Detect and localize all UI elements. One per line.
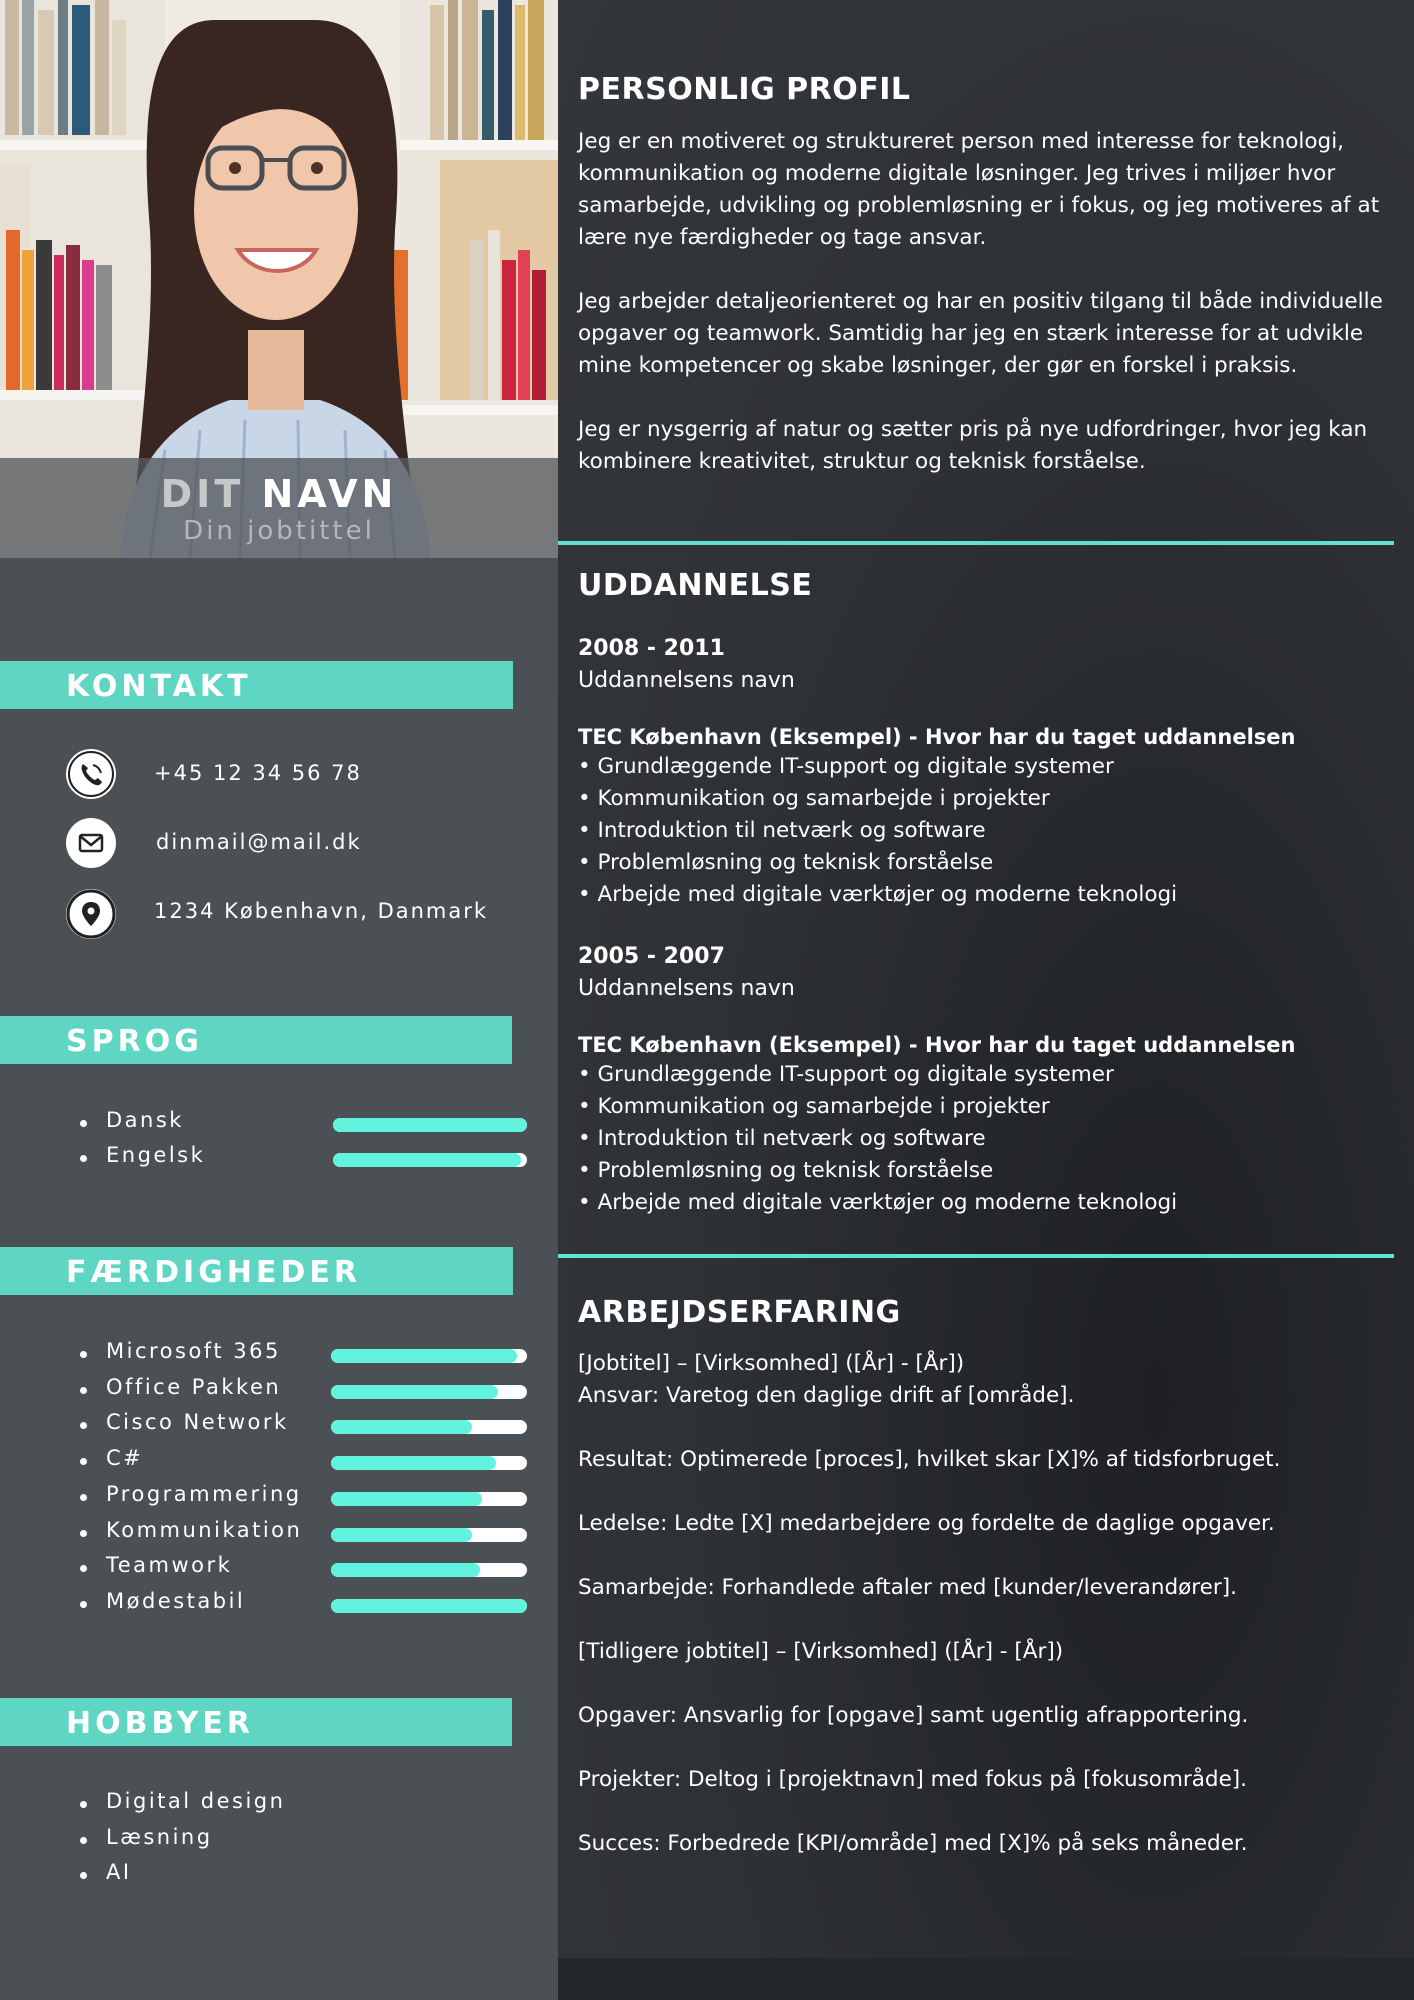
bullet-dot xyxy=(80,1494,87,1501)
skill-level-bar xyxy=(331,1563,527,1577)
skill-label: Programmering xyxy=(106,1481,302,1506)
education-entry xyxy=(578,633,1398,911)
education-name: Uddannelsens navn xyxy=(578,668,795,693)
bullet-dot xyxy=(80,1120,87,1127)
education-bullet: • Arbejde med digitale værktøjer og moderne teknologi xyxy=(578,882,1178,907)
skill-label: Office Pakken xyxy=(106,1374,282,1399)
skill-item xyxy=(80,1589,530,1619)
bullet-dot xyxy=(80,1872,87,1879)
skill-item xyxy=(80,1410,530,1440)
education-bullet: • Kommunikation og samarbejde i projekter xyxy=(578,1094,1050,1119)
bullet-dot xyxy=(80,1387,87,1394)
education-bullet: • Grundlæggende IT-support og digitale systemer xyxy=(578,754,1114,779)
education-name: Uddannelsens navn xyxy=(578,976,795,1001)
spacer xyxy=(578,1604,1398,1636)
map-pin-icon xyxy=(66,889,116,939)
skill-level-fill xyxy=(331,1456,496,1470)
hobby-item xyxy=(80,1860,480,1890)
skill-label: Microsoft 365 xyxy=(106,1339,281,1363)
language-label: Dansk xyxy=(106,1108,184,1132)
experience-line: Projekter: Deltog i [projektnavn] med fokus på [fokusområde]. xyxy=(578,1767,1248,1792)
skills-title: FÆRDIGHEDER xyxy=(66,1255,361,1290)
language-level-fill xyxy=(333,1118,527,1132)
skill-level-bar xyxy=(331,1492,527,1506)
first-name: DIT xyxy=(160,472,245,516)
spacer xyxy=(578,1796,1398,1828)
language-level-bar xyxy=(333,1153,527,1167)
education-bullet: • Grundlæggende IT-support og digitale systemer xyxy=(578,1062,1114,1087)
skill-level-bar xyxy=(331,1599,527,1613)
hobby-item xyxy=(80,1789,480,1819)
education-title: UDDANNELSE xyxy=(578,568,813,603)
education-bullet: • Problemløsning og teknisk forståelse xyxy=(578,850,994,875)
name-band xyxy=(0,458,558,558)
skill-item xyxy=(80,1339,530,1369)
skill-item xyxy=(80,1446,530,1476)
spacer xyxy=(578,1412,1398,1444)
skill-item xyxy=(80,1553,530,1583)
bottom-band xyxy=(558,1958,1414,2000)
bullet-dot xyxy=(80,1155,87,1162)
profile-photo xyxy=(0,0,558,558)
skill-level-bar xyxy=(331,1385,527,1399)
profile-paragraph: Jeg arbejder detaljeorienteret og har en positiv tilgang til både individuelle opgaver og teamwork. Samtidig har jeg en stærk interesse for at udvikle mine kompetencer og skabe løsninger, der gør en forskel i praksis. xyxy=(578,289,1383,378)
bullet-dot xyxy=(80,1458,87,1465)
contact-email xyxy=(66,818,546,872)
skill-level-bar xyxy=(331,1528,527,1542)
profile-paragraph: Jeg er en motiveret og struktureret person med interesse for teknologi, kommunikation og moderne digitale løsninger. Jeg trives i miljøer hvor samarbejde, udvikling og problemløsning er i fokus, og jeg motiveres af at lære nye færdigheder og tage ansvar. xyxy=(578,129,1380,250)
contact-address xyxy=(66,889,546,943)
hobbies-title: HOBBYER xyxy=(66,1706,255,1741)
experience-line: Resultat: Optimerede [proces], hvilket skar [X]% af tidsforbruget. xyxy=(578,1447,1281,1472)
contact-phone xyxy=(66,749,546,803)
language-level-fill xyxy=(333,1153,521,1167)
envelope-icon xyxy=(66,818,116,868)
hobby-label: AI xyxy=(106,1860,132,1884)
skill-level-fill xyxy=(331,1349,517,1363)
skill-label: Kommunikation xyxy=(106,1517,303,1542)
address-text: 1234 København, Danmark xyxy=(154,899,489,923)
skill-label: C# xyxy=(106,1446,144,1471)
bullet-dot xyxy=(80,1601,87,1608)
skill-level-fill xyxy=(331,1599,527,1613)
skill-level-fill xyxy=(331,1385,498,1399)
skill-label: Teamwork xyxy=(106,1553,233,1578)
skill-level-bar xyxy=(331,1456,527,1470)
experience-line: [Jobtitel] – [Virksomhed] ([År] - [År]) xyxy=(578,1351,965,1376)
email-address: dinmail@mail.dk xyxy=(156,830,362,854)
skill-level-fill xyxy=(331,1563,480,1577)
education-years: 2005 - 2007 xyxy=(578,944,725,969)
experience-line: Ansvar: Varetog den daglige drift af [område]. xyxy=(578,1383,1075,1408)
experience-line: Samarbejde: Forhandlede aftaler med [kunder/leverandører]. xyxy=(578,1575,1237,1600)
skill-item xyxy=(80,1375,530,1405)
language-level-bar xyxy=(333,1118,527,1132)
experience-line: [Tidligere jobtitel] – [Virksomhed] ([År] - [År]) xyxy=(578,1639,1064,1664)
spacer xyxy=(578,1668,1398,1700)
spacer xyxy=(578,1732,1398,1764)
profile-paragraph: Jeg er nysgerrig af natur og sætter pris på nye udfordringer, hvor jeg kan kombinere kreativitet, struktur og teknisk forståelse. xyxy=(578,417,1368,474)
profile-text xyxy=(578,126,1398,510)
experience-line: Ledelse: Ledte [X] medarbejdere og fordelte de daglige opgaver. xyxy=(578,1511,1275,1536)
skill-level-fill xyxy=(331,1420,472,1434)
experience-text xyxy=(578,1348,1398,1860)
skill-level-fill xyxy=(331,1528,472,1542)
bullet-dot xyxy=(80,1351,87,1358)
full-name xyxy=(0,472,558,516)
education-school: TEC København (Eksempel) - Hvor har du taget uddannelsen xyxy=(578,725,1296,749)
language-item xyxy=(80,1143,530,1173)
experience-title: ARBEJDSERFARING xyxy=(578,1295,901,1330)
bullet-dot xyxy=(80,1422,87,1429)
skill-item xyxy=(80,1482,530,1512)
education-school: TEC København (Eksempel) - Hvor har du taget uddannelsen xyxy=(578,1033,1296,1057)
skill-level-bar xyxy=(331,1420,527,1434)
education-bullet: • Introduktion til netværk og software xyxy=(578,818,986,843)
languages-header xyxy=(0,1016,512,1064)
profile-title: PERSONLIG PROFIL xyxy=(578,72,911,107)
spacer xyxy=(578,1540,1398,1572)
education-years: 2008 - 2011 xyxy=(578,636,725,661)
skill-level-bar xyxy=(331,1349,527,1363)
experience-line: Opgaver: Ansvarlig for [opgave] samt ugentlig afrapportering. xyxy=(578,1703,1249,1728)
education-bullet: • Problemløsning og teknisk forståelse xyxy=(578,1158,994,1183)
hobbies-header xyxy=(0,1698,512,1746)
experience-line: Succes: Forbedrede [KPI/område] med [X]% på seks måneder. xyxy=(578,1831,1248,1856)
languages-title: SPROG xyxy=(66,1024,203,1059)
skills-header xyxy=(0,1247,513,1295)
education-bullet: • Introduktion til netværk og software xyxy=(578,1126,986,1151)
skill-level-fill xyxy=(331,1492,482,1506)
job-title: Din jobtittel xyxy=(183,516,375,546)
education-entry xyxy=(578,941,1398,1219)
contact-title: KONTAKT xyxy=(66,669,252,704)
education-bullet: • Kommunikation og samarbejde i projekter xyxy=(578,786,1050,811)
last-name: NAVN xyxy=(261,472,398,516)
bullet-dot xyxy=(80,1837,87,1844)
phone-number: +45 12 34 56 78 xyxy=(154,761,362,785)
hobby-label: Digital design xyxy=(106,1789,286,1813)
skill-label: Mødestabil xyxy=(106,1588,246,1613)
phone-icon xyxy=(66,749,116,799)
skill-item xyxy=(80,1518,530,1548)
spacer xyxy=(578,1476,1398,1508)
bullet-dot xyxy=(80,1801,87,1808)
contact-header xyxy=(0,661,513,709)
divider xyxy=(558,541,1394,545)
bullet-dot xyxy=(80,1565,87,1572)
hobby-item xyxy=(80,1825,480,1855)
education-bullet: • Arbejde med digitale værktøjer og moderne teknologi xyxy=(578,1190,1178,1215)
divider xyxy=(558,1254,1394,1258)
skill-label: Cisco Network xyxy=(106,1410,289,1435)
bullet-dot xyxy=(80,1530,87,1537)
language-label: Engelsk xyxy=(106,1143,206,1167)
language-item xyxy=(80,1108,530,1138)
hobby-label: Læsning xyxy=(106,1824,213,1849)
